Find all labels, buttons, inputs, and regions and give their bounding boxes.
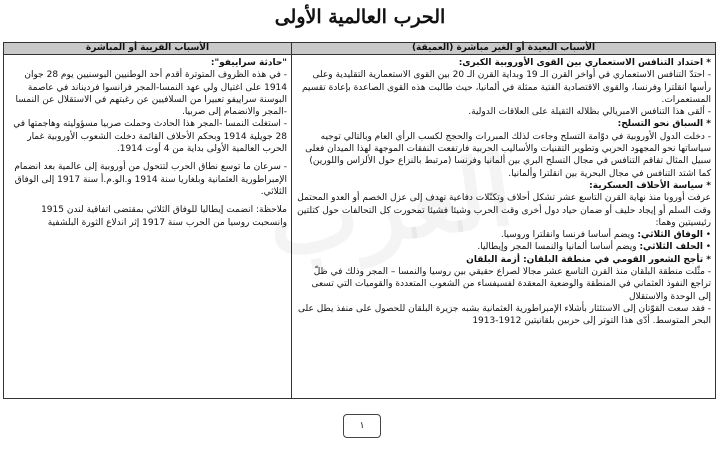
- section-title-arms-race: * السباق نحو التسلح:: [617, 119, 711, 130]
- direct-causes-cell: [4, 55, 292, 399]
- paragraph: عرفت أوروبا منذ نهاية القرن التاسع عشر تشكل أحلاف وتكتّلات دفاعية تهدف إلى عزل الخصم أو العدو المحتمل وقت السلم أو إيجاد حليف أو ضمان حياد دول أخرى وقت الحرب وشيئا فشيئا تمحورت كل التحالفات حول كتلتين رئيسيتين وهما:: [297, 193, 711, 228]
- paragraph: - استغلت النمسا -المجر هذا الحادث وحملت صربيا مسؤوليته وهاجمتها في 28 جويلية 1914 وبحكم الأحلاف القائمة دخلت الشعوب الأوروبية غمار الحرب العالمية الأولى بداية من 4 أوت 1914.: [13, 119, 287, 155]
- bullet-triple-alliance: [296, 241, 711, 253]
- causes-table: [3, 42, 716, 399]
- header-indirect-causes: الأسباب البعيدة أو الغير مباشرة (العميقة): [292, 43, 716, 55]
- paragraph: - مثّلت منطقة البلقان منذ القرن التاسع عشر مجالا لصراع حقيقي بين روسيا والنمسا – المجر وذلك في ظلّ تراجع النفوذ العثماني في المنطقة والوضعية المعقدة لفسيفساء من الشعوب المتعددة والقوميات التي تسعى إلى الوحدة والاستقلال: [311, 267, 711, 302]
- bullet-triple-entente: [296, 229, 711, 241]
- header-direct-causes: الأسباب القريبة أو المباشرة: [4, 43, 292, 55]
- section-title-alliances: * سياسة الأحلاف العسكرية:: [589, 180, 711, 191]
- bullet-text: ويضم أساسا ألمانيا والنمسا المجر وإيطاليا.: [477, 242, 637, 253]
- bullet-text: ويضم أساسا فرنسا وانقلترا وروسيا.: [500, 230, 635, 241]
- note: ملاحظة: انضمت إيطاليا للوفاق الثلاثي بمقتضى اتفاقية لندن 1915 وانسحبت روسيا من الحرب سنة 1917 إثر اندلاع الثورة البلشفية: [41, 205, 287, 228]
- paragraph: - دخلت الدول الأوروبية في دوّامة التسلح وجاءت لذلك المبررات والحجج لكسب الرأي العام وبالتالي توجيه سياساتها نحو المجهود الحربي وتطوير التقنيات والأساليب الحربية فارتفعت النفقات الموجهة لهذا الميدان فعلى سبيل المثال تفاقم التنافس في مجال التسلح البري بين ألمانيا وفرنسا (مرتبط بالنزاع حول الألزاس واللورين) كما اشتد التنافس في مجال البحرية بين انقلترا وألمانيا.: [305, 131, 711, 179]
- paragraph: - احتدّ التنافس الاستعماري في أواخر القرن الـ 19 وبداية القرن الـ 20 بين القوى الاستعمارية التقليدية وعلى رأسها انقلترا وفرنسا، والقوى الاقتصادية الفتية ممثلة في ألمانيا، حيث طالبت هذه القوى الصاعدة بإعادة تقسيم المستعمرات.: [302, 70, 711, 105]
- section-title-sarajevo: "حادثة سراييفو":: [210, 58, 287, 68]
- bullet-label: الوفاق الثلاثي:: [637, 230, 703, 241]
- paragraph: - في هذه الظروف المتوترة أقدم أحد الوطنيين البوسنيين يوم 28 جوان 1914 على اغتيال ولي عهد النمسا-المجر فرانسوا فرديناند في عاصمة البوسنة سراييفو تعبيرا من السلافيين عن رغبتهم في الاستقلال عن النمسا -المجر والانضمام إلى صربيا.: [15, 70, 287, 118]
- paragraph: - ألقى هذا التنافس الامبريالي بظلاله الثقيلة على العلاقات الدولية.: [468, 107, 711, 118]
- page-title: الحرب العالمية الأولى: [274, 6, 446, 28]
- section-title-balkans: * تأجج الشعور القومي في منطقة البلقان: أزمة البلقان: [466, 254, 711, 265]
- bullet-label: الحلف الثلاثي:: [639, 242, 703, 253]
- section-title-colonial: * احتداد التنافس الاستعماري بين القوى الأوروبية الكبرى:: [458, 58, 711, 68]
- indirect-causes-cell: [292, 55, 716, 399]
- paragraph: - فقد سعت القوّتان إلى الاستئثار بأشلاء الإمبراطورية العثمانية بشبه جزيرة البلقان للحصول على منفذ يطل على البحر المتوسط. أدّى هذا التوتر إلى حربين بلقانيتين 1912-1913: [298, 303, 711, 327]
- content-row: [4, 55, 716, 399]
- paragraph: - سرعان ما توسع نطاق الحرب لتتحول من أوروبية إلى عالمية بعد انضمام الإمبراطورية العثمانية وبلغاريا سنة 1914 و.الو.م.أ سنة 1917 إلى الوفاق الثلاثي.: [14, 162, 287, 197]
- page-number: ١: [343, 414, 381, 438]
- header-row: [4, 43, 716, 55]
